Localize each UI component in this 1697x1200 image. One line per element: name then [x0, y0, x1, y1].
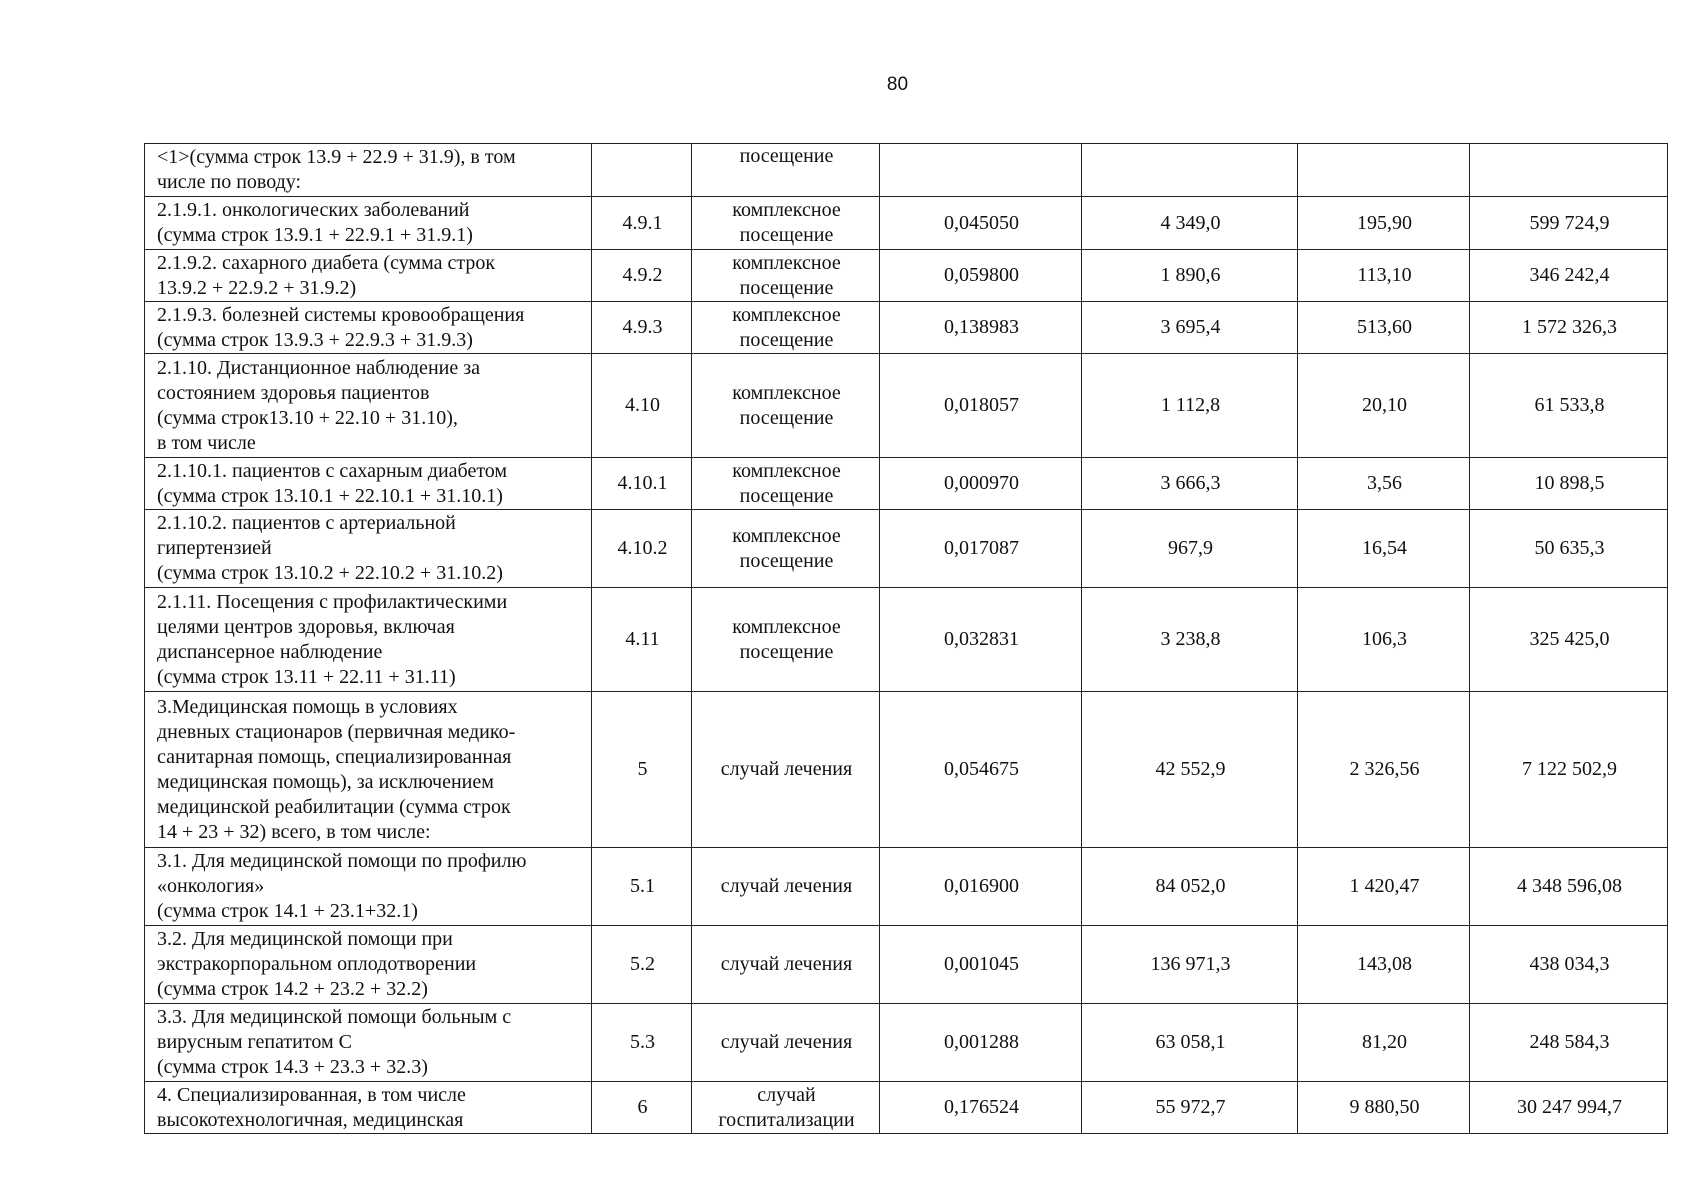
cell-unit-line: случай лечения — [720, 875, 853, 897]
cell-cost — [1082, 144, 1298, 197]
cell-norm: 0,059800 — [880, 250, 1082, 302]
cell-cost: 3 695,4 — [1082, 302, 1298, 354]
cell-name-line: числе по поводу: — [157, 171, 302, 193]
cell-total: 248 584,3 — [1470, 1004, 1668, 1082]
table-row — [145, 250, 1668, 302]
cell-code: 4.10.2 — [592, 510, 692, 588]
cell-code: 5.2 — [592, 926, 692, 1004]
cell-name — [145, 458, 592, 510]
table-row — [145, 926, 1668, 1004]
cell-unit — [692, 354, 880, 458]
cell-name — [145, 1082, 592, 1134]
cell-unit-line: комплексное — [732, 303, 841, 326]
cell-name-line: (сумма строк 13.9.3 + 22.9.3 + 31.9.3) — [157, 328, 473, 351]
table-row — [145, 692, 1668, 848]
cell-norm: 0,017087 — [880, 510, 1082, 588]
cell-name-line: 2.1.10.2. пациентов с артериальной — [157, 512, 456, 534]
cell-name-line: в том числе — [157, 431, 256, 454]
cell-name-line: 3.Медицинская помощь в условиях — [157, 695, 458, 718]
table-row — [145, 510, 1668, 588]
table-row — [145, 302, 1668, 354]
cell-name-line: медицинской реабилитации (сумма строк — [157, 795, 511, 818]
cell-name — [145, 197, 592, 250]
cell-name — [145, 692, 592, 848]
cell-name-line: (сумма строк 13.10.2 + 22.10.2 + 31.10.2) — [157, 562, 503, 584]
cell-cost: 1 112,8 — [1082, 354, 1298, 458]
cell-unit-line: случай лечения — [720, 758, 853, 780]
cell-name-line: 3.3. Для медицинской помощи больным с — [157, 1006, 512, 1028]
cell-name-line: 13.9.2 + 22.9.2 + 31.9.2) — [157, 276, 357, 299]
cell-total: 30 247 994,7 — [1470, 1082, 1668, 1134]
cell-code: 4.9.2 — [592, 250, 692, 302]
cell-name-line: 3.1. Для медицинской помощи по профилю — [157, 850, 527, 872]
cell-name-line: 2.1.9.3. болезней системы кровообращения — [157, 303, 525, 326]
cell-name — [145, 926, 592, 1004]
cell-total: 7 122 502,9 — [1470, 692, 1668, 848]
cell-unit — [692, 692, 880, 848]
cell-unit-line: посещение — [739, 484, 834, 507]
cell-unit-line: посещение — [739, 406, 834, 429]
cell-unit — [692, 302, 880, 354]
cell-name — [145, 510, 592, 588]
cell-code: 4.9.3 — [592, 302, 692, 354]
cell-name — [145, 250, 592, 302]
cell-unit-line: комплексное — [732, 251, 841, 274]
cell-name-line: 14 + 23 + 32) всего, в том числе: — [157, 820, 431, 843]
table-row — [145, 1082, 1668, 1134]
cell-unit-line: посещение — [739, 328, 834, 351]
cell-unit-line: случай — [757, 1083, 816, 1106]
cell-cost: 967,9 — [1082, 510, 1298, 588]
table-row — [145, 458, 1668, 510]
cell-name-line: вирусным гепатитом С — [157, 1031, 352, 1053]
cell-total: 438 034,3 — [1470, 926, 1668, 1004]
cell-name — [145, 354, 592, 458]
cell-cost: 63 058,1 — [1082, 1004, 1298, 1082]
cell-unit-line: комплексное — [732, 459, 841, 482]
cell-name-line: дневных стационаров (первичная медико- — [157, 720, 516, 743]
cell-cost: 136 971,3 — [1082, 926, 1298, 1004]
cell-unit-line: случай лечения — [720, 1031, 853, 1053]
cell-name-line: санитарная помощь, специализированная — [157, 745, 512, 768]
cell-name — [145, 848, 592, 926]
cell-unit-line: случай лечения — [720, 953, 853, 975]
cell-norm — [880, 144, 1082, 197]
cell-norm: 0,045050 — [880, 197, 1082, 250]
table-row — [145, 197, 1668, 250]
cell-name-line: высокотехнологичная, медицинская — [157, 1108, 464, 1131]
cell-unit-line: посещение — [739, 145, 834, 167]
data-table — [144, 143, 1668, 1134]
cell-unit-line: посещение — [739, 224, 834, 246]
cell-unit — [692, 588, 880, 692]
cell-name-line: целями центров здоровья, включая — [157, 615, 455, 638]
cell-name-line: медицинская помощь), за исключением — [157, 770, 494, 793]
cell-per-capita: 513,60 — [1298, 302, 1470, 354]
cell-unit — [692, 848, 880, 926]
cell-code: 6 — [592, 1082, 692, 1134]
cell-unit-line: комплексное — [732, 524, 841, 547]
cell-unit-line: посещение — [739, 640, 834, 663]
table-row — [145, 1004, 1668, 1082]
cell-name-line: диспансерное наблюдение — [157, 640, 383, 663]
cell-code: 5 — [592, 692, 692, 848]
cell-norm: 0,176524 — [880, 1082, 1082, 1134]
cell-name-line: (сумма строк 13.10.1 + 22.10.1 + 31.10.1) — [157, 484, 503, 507]
cell-norm: 0,138983 — [880, 302, 1082, 354]
cell-norm: 0,016900 — [880, 848, 1082, 926]
cell-name-line: 2.1.9.2. сахарного диабета (сумма строк — [157, 251, 496, 274]
cell-code: 5.3 — [592, 1004, 692, 1082]
cell-unit — [692, 144, 880, 197]
cell-norm: 0,001045 — [880, 926, 1082, 1004]
cell-unit — [692, 250, 880, 302]
cell-code: 4.9.1 — [592, 197, 692, 250]
cell-code — [592, 144, 692, 197]
cell-cost: 55 972,7 — [1082, 1082, 1298, 1134]
cell-name-line: 2.1.10.1. пациентов с сахарным диабетом — [157, 459, 508, 482]
cell-name-line: (сумма строк13.10 + 22.10 + 31.10), — [157, 406, 458, 429]
cell-total: 325 425,0 — [1470, 588, 1668, 692]
cell-unit-line: госпитализации — [718, 1108, 855, 1131]
table-row — [145, 848, 1668, 926]
cell-cost: 3 666,3 — [1082, 458, 1298, 510]
cell-name-line: 4. Специализированная, в том числе — [157, 1083, 466, 1106]
cell-cost: 1 890,6 — [1082, 250, 1298, 302]
cell-cost: 4 349,0 — [1082, 197, 1298, 250]
cell-per-capita: 81,20 — [1298, 1004, 1470, 1082]
cell-per-capita: 3,56 — [1298, 458, 1470, 510]
cell-name — [145, 1004, 592, 1082]
table-row — [145, 588, 1668, 692]
cell-unit-line: посещение — [739, 276, 834, 299]
cell-total: 4 348 596,08 — [1470, 848, 1668, 926]
cell-name-line: «онкология» — [157, 875, 265, 897]
cell-unit — [692, 458, 880, 510]
cell-unit-line: посещение — [739, 549, 834, 572]
table-row — [145, 144, 1668, 197]
cell-unit-line: комплексное — [732, 381, 841, 404]
cell-norm: 0,032831 — [880, 588, 1082, 692]
cell-total: 346 242,4 — [1470, 250, 1668, 302]
cell-unit — [692, 926, 880, 1004]
cell-total: 1 572 326,3 — [1470, 302, 1668, 354]
cell-norm: 0,054675 — [880, 692, 1082, 848]
cell-name-line: 3.2. Для медицинской помощи при — [157, 928, 453, 950]
cell-cost: 42 552,9 — [1082, 692, 1298, 848]
cell-code: 4.10.1 — [592, 458, 692, 510]
cell-unit — [692, 510, 880, 588]
cell-total: 61 533,8 — [1470, 354, 1668, 458]
page-number: 80 — [886, 74, 909, 95]
cell-norm: 0,001288 — [880, 1004, 1082, 1082]
cell-name-line: состоянием здоровья пациентов — [157, 381, 430, 404]
cell-name-line: 2.1.9.1. онкологических заболеваний — [157, 199, 470, 221]
cell-name — [145, 302, 592, 354]
cell-name-line: (сумма строк 14.1 + 23.1+32.1) — [157, 900, 418, 922]
cell-per-capita: 1 420,47 — [1298, 848, 1470, 926]
cell-code: 5.1 — [592, 848, 692, 926]
cell-name-line: (сумма строк 14.2 + 23.2 + 32.2) — [157, 978, 428, 1000]
cell-code: 4.11 — [592, 588, 692, 692]
cell-total: 10 898,5 — [1470, 458, 1668, 510]
cell-total — [1470, 144, 1668, 197]
cell-cost: 84 052,0 — [1082, 848, 1298, 926]
cell-per-capita: 113,10 — [1298, 250, 1470, 302]
cell-name-line: <1>(сумма строк 13.9 + 22.9 + 31.9), в том — [157, 146, 516, 168]
cell-norm: 0,018057 — [880, 354, 1082, 458]
table-row — [145, 354, 1668, 458]
cell-cost: 3 238,8 — [1082, 588, 1298, 692]
cell-per-capita: 143,08 — [1298, 926, 1470, 1004]
cell-name-line: (сумма строк 13.11 + 22.11 + 31.11) — [157, 665, 456, 688]
cell-unit-line: комплексное — [732, 615, 841, 638]
cell-name-line: 2.1.10. Дистанционное наблюдение за — [157, 356, 480, 379]
cell-name-line: (сумма строк 13.9.1 + 22.9.1 + 31.9.1) — [157, 224, 473, 246]
cell-per-capita — [1298, 144, 1470, 197]
cell-per-capita: 106,3 — [1298, 588, 1470, 692]
cell-name — [145, 144, 592, 197]
cell-total: 50 635,3 — [1470, 510, 1668, 588]
cell-per-capita: 9 880,50 — [1298, 1082, 1470, 1134]
cell-name-line: (сумма строк 14.3 + 23.3 + 32.3) — [157, 1056, 428, 1078]
cell-unit-line: комплексное — [732, 199, 841, 221]
cell-unit — [692, 1004, 880, 1082]
cell-per-capita: 195,90 — [1298, 197, 1470, 250]
cell-unit — [692, 197, 880, 250]
cell-total: 599 724,9 — [1470, 197, 1668, 250]
cell-per-capita: 2 326,56 — [1298, 692, 1470, 848]
cell-norm: 0,000970 — [880, 458, 1082, 510]
cell-per-capita: 20,10 — [1298, 354, 1470, 458]
cell-unit — [692, 1082, 880, 1134]
cell-name-line: 2.1.11. Посещения с профилактическими — [157, 590, 508, 613]
cell-code: 4.10 — [592, 354, 692, 458]
cell-name-line: экстракорпоральном оплодотворении — [157, 953, 477, 975]
cell-name — [145, 588, 592, 692]
cell-name-line: гипертензией — [157, 537, 272, 559]
cell-per-capita: 16,54 — [1298, 510, 1470, 588]
